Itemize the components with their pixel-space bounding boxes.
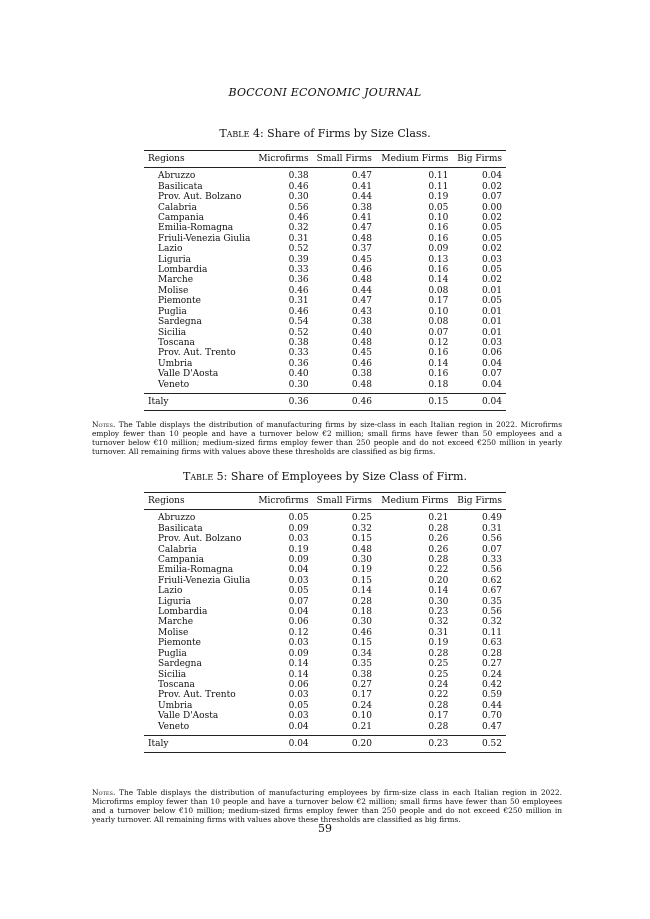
cell-big-firms: 0.05 — [481, 296, 502, 307]
cell-big-firms: 0.07 — [481, 544, 502, 555]
cell-big-firms: 0.04 — [481, 379, 502, 390]
cell-region: Sardegna — [158, 659, 202, 670]
cell-microfirms: 0.36 — [288, 358, 309, 369]
col-header-small-firms: Small Firms — [316, 154, 372, 164]
cell-small-firms: 0.38 — [351, 202, 372, 213]
table-row — [144, 545, 506, 555]
cell-region: Campania — [158, 555, 204, 566]
cell-small-firms: 0.46 — [351, 265, 372, 276]
cell-big-firms: 0.02 — [481, 181, 502, 192]
cell-big-firms: 0.02 — [481, 275, 502, 286]
table-row — [144, 597, 506, 607]
cell-region: Friuli-Venezia Giulia — [158, 233, 251, 244]
table-row — [144, 638, 506, 648]
cell-small-firms: 0.30 — [351, 617, 372, 628]
cell-microfirms: 0.05 — [288, 586, 309, 597]
table5-caption — [0, 470, 650, 483]
table5-label: Table 5: — [183, 470, 228, 483]
total-microfirms: 0.04 — [288, 738, 309, 749]
cell-big-firms: 0.32 — [481, 617, 502, 628]
cell-region: Valle D'Aosta — [158, 711, 219, 722]
cell-microfirms: 0.33 — [288, 265, 309, 276]
cell-microfirms: 0.07 — [288, 596, 309, 607]
cell-small-firms: 0.40 — [351, 327, 372, 338]
cell-medium-firms: 0.32 — [428, 617, 449, 628]
cell-medium-firms: 0.11 — [428, 171, 449, 182]
table-row — [144, 659, 506, 669]
cell-small-firms: 0.14 — [351, 586, 372, 597]
cell-medium-firms: 0.21 — [428, 513, 449, 524]
cell-region: Umbria — [158, 358, 193, 369]
cell-big-firms: 0.11 — [481, 627, 502, 638]
table4-title: Share of Firms by Size Class. — [267, 127, 431, 140]
cell-medium-firms: 0.13 — [428, 254, 449, 265]
table-row — [144, 317, 506, 327]
cell-microfirms: 0.31 — [288, 233, 309, 244]
cell-medium-firms: 0.28 — [428, 555, 449, 566]
cell-big-firms: 0.05 — [481, 265, 502, 276]
cell-small-firms: 0.15 — [351, 575, 372, 586]
table4-total-row — [144, 393, 506, 410]
cell-medium-firms: 0.31 — [428, 627, 449, 638]
cell-big-firms: 0.02 — [481, 213, 502, 224]
cell-small-firms: 0.44 — [351, 285, 372, 296]
table-row — [144, 565, 506, 575]
table-row — [144, 286, 506, 296]
cell-small-firms: 0.41 — [351, 213, 372, 224]
cell-big-firms: 0.01 — [481, 327, 502, 338]
col-header-big-firms: Big Firms — [457, 154, 502, 164]
cell-big-firms: 0.02 — [481, 244, 502, 255]
table5-title: Share of Employees by Size Class of Firm. — [230, 470, 467, 483]
cell-region: Prov. Aut. Trento — [158, 348, 236, 359]
cell-medium-firms: 0.09 — [428, 244, 449, 255]
table4-notes — [92, 420, 562, 456]
cell-small-firms: 0.34 — [351, 648, 372, 659]
table4-header-row — [144, 151, 506, 168]
cell-medium-firms: 0.08 — [428, 285, 449, 296]
cell-big-firms: 0.01 — [481, 317, 502, 328]
table-row — [144, 296, 506, 306]
total-medium-firms: 0.15 — [428, 396, 449, 407]
cell-medium-firms: 0.10 — [428, 213, 449, 224]
cell-region: Sicilia — [158, 669, 187, 680]
cell-small-firms: 0.24 — [351, 700, 372, 711]
cell-small-firms: 0.15 — [351, 638, 372, 649]
cell-small-firms: 0.41 — [351, 181, 372, 192]
cell-medium-firms: 0.25 — [428, 669, 449, 680]
cell-medium-firms: 0.16 — [428, 348, 449, 359]
cell-microfirms: 0.14 — [288, 659, 309, 670]
cell-big-firms: 0.00 — [481, 202, 502, 213]
cell-microfirms: 0.03 — [288, 638, 309, 649]
cell-region: Toscana — [158, 679, 195, 690]
total-small-firms: 0.20 — [351, 738, 372, 749]
total-microfirms: 0.36 — [288, 396, 309, 407]
cell-microfirms: 0.39 — [288, 254, 309, 265]
cell-medium-firms: 0.12 — [428, 337, 449, 348]
cell-medium-firms: 0.05 — [428, 202, 449, 213]
table-row — [144, 628, 506, 638]
cell-small-firms: 0.44 — [351, 192, 372, 203]
cell-medium-firms: 0.17 — [428, 711, 449, 722]
cell-region: Friuli-Venezia Giulia — [158, 575, 251, 586]
table-row — [144, 510, 506, 524]
table-row — [144, 555, 506, 565]
cell-small-firms: 0.45 — [351, 348, 372, 359]
cell-big-firms: 0.04 — [481, 171, 502, 182]
cell-microfirms: 0.38 — [288, 337, 309, 348]
cell-microfirms: 0.12 — [288, 627, 309, 638]
cell-small-firms: 0.48 — [351, 275, 372, 286]
cell-small-firms: 0.30 — [351, 555, 372, 566]
cell-small-firms: 0.47 — [351, 171, 372, 182]
cell-big-firms: 0.03 — [481, 254, 502, 265]
col-header-microfirms: Microfirms — [258, 496, 309, 506]
table-row — [144, 701, 506, 711]
cell-medium-firms: 0.26 — [428, 534, 449, 545]
cell-microfirms: 0.38 — [288, 171, 309, 182]
table5-total-row — [144, 735, 506, 752]
cell-medium-firms: 0.19 — [428, 192, 449, 203]
total-medium-firms: 0.23 — [428, 738, 449, 749]
cell-big-firms: 0.56 — [481, 607, 502, 618]
cell-small-firms: 0.35 — [351, 659, 372, 670]
cell-big-firms: 0.27 — [481, 659, 502, 670]
cell-region: Piemonte — [158, 638, 201, 649]
cell-region: Prov. Aut. Trento — [158, 690, 236, 701]
table-row — [144, 524, 506, 534]
total-big-firms: 0.04 — [481, 396, 502, 407]
cell-big-firms: 0.07 — [481, 192, 502, 203]
cell-small-firms: 0.28 — [351, 596, 372, 607]
cell-microfirms: 0.46 — [288, 213, 309, 224]
cell-microfirms: 0.06 — [288, 679, 309, 690]
table5 — [144, 492, 506, 753]
cell-medium-firms: 0.30 — [428, 596, 449, 607]
table-row — [144, 711, 506, 721]
cell-region: Sardegna — [158, 317, 202, 328]
cell-region: Abruzzo — [158, 171, 196, 182]
cell-small-firms: 0.27 — [351, 679, 372, 690]
cell-microfirms: 0.03 — [288, 711, 309, 722]
cell-region: Basilicata — [158, 181, 203, 192]
cell-small-firms: 0.37 — [351, 244, 372, 255]
cell-small-firms: 0.38 — [351, 317, 372, 328]
cell-region: Calabria — [158, 544, 197, 555]
cell-big-firms: 0.47 — [481, 721, 502, 732]
table-row — [144, 607, 506, 617]
cell-big-firms: 0.49 — [481, 513, 502, 524]
cell-microfirms: 0.04 — [288, 607, 309, 618]
cell-small-firms: 0.43 — [351, 306, 372, 317]
col-header-regions: Regions — [148, 154, 185, 164]
cell-medium-firms: 0.22 — [428, 690, 449, 701]
cell-microfirms: 0.32 — [288, 223, 309, 234]
cell-medium-firms: 0.14 — [428, 275, 449, 286]
cell-small-firms: 0.48 — [351, 544, 372, 555]
col-header-medium-firms: Medium Firms — [381, 496, 449, 506]
cell-small-firms: 0.47 — [351, 223, 372, 234]
table-row — [144, 586, 506, 596]
cell-small-firms: 0.38 — [351, 669, 372, 680]
cell-big-firms: 0.05 — [481, 233, 502, 244]
cell-microfirms: 0.03 — [288, 690, 309, 701]
cell-medium-firms: 0.16 — [428, 233, 449, 244]
table-row — [144, 234, 506, 244]
cell-medium-firms: 0.16 — [428, 265, 449, 276]
cell-region: Lazio — [158, 244, 183, 255]
cell-medium-firms: 0.28 — [428, 721, 449, 732]
cell-big-firms: 0.04 — [481, 358, 502, 369]
cell-medium-firms: 0.26 — [428, 544, 449, 555]
cell-big-firms: 0.06 — [481, 348, 502, 359]
cell-microfirms: 0.04 — [288, 721, 309, 732]
cell-microfirms: 0.30 — [288, 379, 309, 390]
table5-notes-label: Notes. — [92, 788, 116, 797]
table-row — [144, 168, 506, 182]
cell-region: Piemonte — [158, 296, 201, 307]
table4-notes-text: The Table displays the distribution of manufacturing firms by size-class in each Italian region in 2022. Microfirms employ fewer than 10 people and have a turnover below €2 million; small firms have fewer than 50 employees and a turnover below €10 million; medium-sized firms employ fewer than 250 people and do not exceed €250 million in yearly turnover. All remaining firms with values above these thresholds are classified as big firms. — [92, 420, 562, 456]
table5-header-row — [144, 493, 506, 510]
cell-big-firms: 0.70 — [481, 711, 502, 722]
cell-region: Calabria — [158, 202, 197, 213]
cell-medium-firms: 0.07 — [428, 327, 449, 338]
col-header-medium-firms: Medium Firms — [381, 154, 449, 164]
cell-microfirms: 0.03 — [288, 575, 309, 586]
cell-microfirms: 0.33 — [288, 348, 309, 359]
table-row — [144, 182, 506, 192]
running-header: BOCCONI ECONOMIC JOURNAL — [228, 86, 422, 99]
page-number: 59 — [318, 822, 332, 835]
table-row — [144, 670, 506, 680]
cell-region: Valle D'Aosta — [158, 369, 219, 380]
cell-medium-firms: 0.16 — [428, 223, 449, 234]
table-row — [144, 192, 506, 202]
cell-microfirms: 0.09 — [288, 555, 309, 566]
table-row — [144, 534, 506, 544]
cell-region: Prov. Aut. Bolzano — [158, 192, 242, 203]
cell-microfirms: 0.14 — [288, 669, 309, 680]
cell-microfirms: 0.52 — [288, 327, 309, 338]
cell-microfirms: 0.46 — [288, 306, 309, 317]
cell-region: Campania — [158, 213, 204, 224]
cell-small-firms: 0.21 — [351, 721, 372, 732]
cell-small-firms: 0.47 — [351, 296, 372, 307]
table-row — [144, 722, 506, 736]
table4-label: Table 4: — [219, 127, 264, 140]
cell-medium-firms: 0.08 — [428, 317, 449, 328]
cell-region: Molise — [158, 285, 189, 296]
table-row — [144, 265, 506, 275]
table5-notes-text: The Table displays the distribution of manufacturing employees by firm-size class in each Italian region in 2022. Microfirms employ fewer than 10 people and have a turnover below €2 million; small firms have fewer than 50 employees and a turnover below €10 million; medium-sized firms employ fewer than 250 people and do not exceed €250 million in yearly turnover. All remaining firms with values above these thresholds are classified as big firms. — [92, 788, 562, 824]
cell-region: Puglia — [158, 648, 187, 659]
total-region: Italy — [148, 396, 169, 407]
cell-medium-firms: 0.24 — [428, 679, 449, 690]
cell-medium-firms: 0.11 — [428, 181, 449, 192]
cell-small-firms: 0.45 — [351, 254, 372, 265]
cell-microfirms: 0.52 — [288, 244, 309, 255]
cell-medium-firms: 0.14 — [428, 358, 449, 369]
cell-small-firms: 0.48 — [351, 337, 372, 348]
table4-notes-label: Notes. — [92, 420, 116, 429]
cell-small-firms: 0.48 — [351, 379, 372, 390]
cell-region: Veneto — [158, 721, 190, 732]
cell-region: Toscana — [158, 337, 195, 348]
table-row — [144, 576, 506, 586]
cell-big-firms: 0.28 — [481, 648, 502, 659]
cell-microfirms: 0.06 — [288, 617, 309, 628]
cell-medium-firms: 0.23 — [428, 607, 449, 618]
table-row — [144, 369, 506, 379]
cell-region: Basilicata — [158, 523, 203, 534]
cell-region: Lazio — [158, 586, 183, 597]
table5-notes — [92, 788, 562, 824]
cell-big-firms: 0.59 — [481, 690, 502, 701]
cell-big-firms: 0.31 — [481, 523, 502, 534]
cell-big-firms: 0.42 — [481, 679, 502, 690]
cell-region: Veneto — [158, 379, 190, 390]
col-header-microfirms: Microfirms — [258, 154, 309, 164]
cell-medium-firms: 0.25 — [428, 659, 449, 670]
cell-medium-firms: 0.28 — [428, 648, 449, 659]
cell-big-firms: 0.56 — [481, 534, 502, 545]
cell-microfirms: 0.54 — [288, 317, 309, 328]
total-big-firms: 0.52 — [481, 738, 502, 749]
cell-region: Marche — [158, 275, 194, 286]
cell-medium-firms: 0.20 — [428, 575, 449, 586]
cell-microfirms: 0.46 — [288, 181, 309, 192]
cell-region: Abruzzo — [158, 513, 196, 524]
cell-microfirms: 0.03 — [288, 534, 309, 545]
cell-small-firms: 0.32 — [351, 523, 372, 534]
cell-medium-firms: 0.17 — [428, 296, 449, 307]
cell-microfirms: 0.09 — [288, 648, 309, 659]
cell-microfirms: 0.40 — [288, 369, 309, 380]
cell-microfirms: 0.31 — [288, 296, 309, 307]
table-row — [144, 307, 506, 317]
cell-medium-firms: 0.28 — [428, 523, 449, 534]
cell-microfirms: 0.46 — [288, 285, 309, 296]
cell-big-firms: 0.24 — [481, 669, 502, 680]
cell-big-firms: 0.35 — [481, 596, 502, 607]
table-row — [144, 223, 506, 233]
table-row — [144, 690, 506, 700]
cell-big-firms: 0.05 — [481, 223, 502, 234]
cell-small-firms: 0.15 — [351, 534, 372, 545]
table4-caption — [0, 127, 650, 140]
cell-medium-firms: 0.18 — [428, 379, 449, 390]
table-row — [144, 649, 506, 659]
cell-big-firms: 0.67 — [481, 586, 502, 597]
col-header-small-firms: Small Firms — [316, 496, 372, 506]
cell-big-firms: 0.03 — [481, 337, 502, 348]
cell-big-firms: 0.63 — [481, 638, 502, 649]
cell-big-firms: 0.01 — [481, 285, 502, 296]
cell-small-firms: 0.38 — [351, 369, 372, 380]
col-header-big-firms: Big Firms — [457, 496, 502, 506]
cell-big-firms: 0.56 — [481, 565, 502, 576]
cell-medium-firms: 0.28 — [428, 700, 449, 711]
cell-region: Lombardia — [158, 607, 208, 618]
cell-medium-firms: 0.14 — [428, 586, 449, 597]
cell-region: Marche — [158, 617, 194, 628]
cell-small-firms: 0.48 — [351, 233, 372, 244]
cell-region: Emilia-Romagna — [158, 565, 234, 576]
cell-big-firms: 0.01 — [481, 306, 502, 317]
cell-small-firms: 0.46 — [351, 627, 372, 638]
table-row — [144, 213, 506, 223]
cell-medium-firms: 0.10 — [428, 306, 449, 317]
table-row — [144, 380, 506, 394]
cell-microfirms: 0.19 — [288, 544, 309, 555]
cell-microfirms: 0.05 — [288, 513, 309, 524]
cell-small-firms: 0.10 — [351, 711, 372, 722]
table-row — [144, 348, 506, 358]
table-row — [144, 203, 506, 213]
table-row — [144, 680, 506, 690]
cell-microfirms: 0.30 — [288, 192, 309, 203]
table4 — [144, 150, 506, 411]
cell-big-firms: 0.07 — [481, 369, 502, 380]
cell-medium-firms: 0.22 — [428, 565, 449, 576]
cell-small-firms: 0.19 — [351, 565, 372, 576]
cell-region: Lombardia — [158, 265, 208, 276]
total-small-firms: 0.46 — [351, 396, 372, 407]
total-region: Italy — [148, 738, 169, 749]
cell-region: Sicilia — [158, 327, 187, 338]
table-row — [144, 244, 506, 254]
col-header-regions: Regions — [148, 496, 185, 506]
cell-small-firms: 0.46 — [351, 358, 372, 369]
cell-medium-firms: 0.19 — [428, 638, 449, 649]
cell-big-firms: 0.44 — [481, 700, 502, 711]
table-row — [144, 359, 506, 369]
cell-region: Liguria — [158, 254, 191, 265]
cell-microfirms: 0.09 — [288, 523, 309, 534]
cell-region: Prov. Aut. Bolzano — [158, 534, 242, 545]
cell-medium-firms: 0.16 — [428, 369, 449, 380]
cell-region: Umbria — [158, 700, 193, 711]
cell-small-firms: 0.25 — [351, 513, 372, 524]
table-row — [144, 255, 506, 265]
cell-big-firms: 0.33 — [481, 555, 502, 566]
cell-big-firms: 0.62 — [481, 575, 502, 586]
table-row — [144, 328, 506, 338]
table-row — [144, 617, 506, 627]
cell-small-firms: 0.17 — [351, 690, 372, 701]
cell-region: Emilia-Romagna — [158, 223, 234, 234]
table-row — [144, 275, 506, 285]
cell-region: Puglia — [158, 306, 187, 317]
cell-microfirms: 0.04 — [288, 565, 309, 576]
cell-microfirms: 0.56 — [288, 202, 309, 213]
cell-region: Molise — [158, 627, 189, 638]
cell-small-firms: 0.18 — [351, 607, 372, 618]
cell-region: Liguria — [158, 596, 191, 607]
cell-microfirms: 0.05 — [288, 700, 309, 711]
table-row — [144, 338, 506, 348]
cell-microfirms: 0.36 — [288, 275, 309, 286]
